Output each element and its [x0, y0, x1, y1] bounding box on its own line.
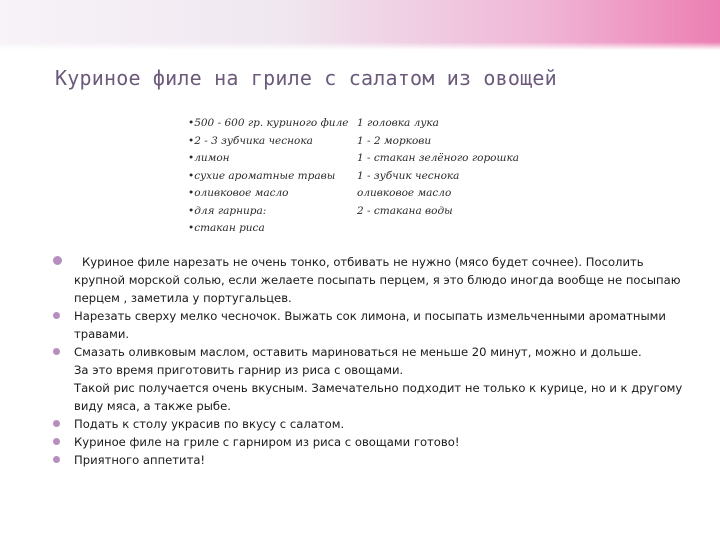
- ingredient-item: 1 - зубчик чеснока: [357, 169, 460, 182]
- recipe-step: [53, 415, 693, 433]
- ingredient-item: •сухие ароматные травы: [188, 169, 336, 182]
- ingredient-item: •стакан риса: [188, 222, 265, 234]
- recipe-step-text: Куриное филе на гриле с гарниром из риса с овощами готово!: [74, 435, 460, 449]
- ingredient-item: 2 - стакана воды: [357, 204, 453, 217]
- recipe-step-text: Подать к столу украсив по вкусу с салатом.: [74, 417, 345, 431]
- ingredient-item: 1 - стакан зелёного горошка: [357, 152, 519, 164]
- ingredient-item: •для гарнира:: [188, 204, 267, 217]
- ingredient-item: •2 - 3 зубчика чеснока: [188, 134, 313, 147]
- bullet-icon: [53, 256, 62, 265]
- recipe-step: [53, 343, 693, 415]
- recipe-step-text: Нарезать сверху мелко чесночок. Выжать сок лимона, и посыпать измельченными ароматными травами.: [74, 309, 670, 341]
- recipe-step-text: Приятного аппетита!: [74, 453, 206, 467]
- bullet-icon: [53, 438, 60, 445]
- recipe-step: [53, 253, 693, 307]
- recipe-step: [53, 451, 693, 469]
- recipe-step-text: Смазать оливковым маслом, оставить мариноваться не меньше 20 минут, можно и дольше. За это время приготовить гарнир из риса с овощами. Такой рис получается очень вкусным. Замечательно подходит не только к курице, но и к другому виду мяса, а также рыбе.: [74, 345, 683, 413]
- bullet-icon: [53, 312, 60, 319]
- slide-title: Куриное филе на гриле с салатом из овощей: [55, 66, 557, 90]
- recipe-step: [53, 307, 693, 343]
- ingredient-item: 1 - 2 моркови: [357, 134, 432, 147]
- recipe-step: [53, 433, 693, 451]
- bullet-icon: [53, 456, 60, 463]
- ingredient-item: •500 - 600 гр. куриного филе: [188, 117, 349, 129]
- ingredients-list-left: [188, 115, 348, 238]
- ingredient-item: оливковое масло: [357, 187, 452, 199]
- recipe-steps-list: [53, 253, 693, 469]
- bullet-icon: [53, 348, 60, 355]
- ingredient-item: •оливковое масло: [188, 187, 289, 199]
- ingredient-item: 1 головка лука: [357, 117, 439, 129]
- bullet-icon: [53, 420, 60, 427]
- ingredients-list-right: [357, 115, 519, 220]
- ingredient-item: •лимон: [188, 152, 230, 164]
- decorative-top-band: [0, 0, 720, 50]
- recipe-step-text: Куриное филе нарезать не очень тонко, отбивать не нужно (мясо будет сочнее). Посолить крупной морской солью, если желаете посыпать перцем, я это блюдо иногда вообще не посыпаю перцем , заметила у португальцев.: [74, 255, 685, 305]
